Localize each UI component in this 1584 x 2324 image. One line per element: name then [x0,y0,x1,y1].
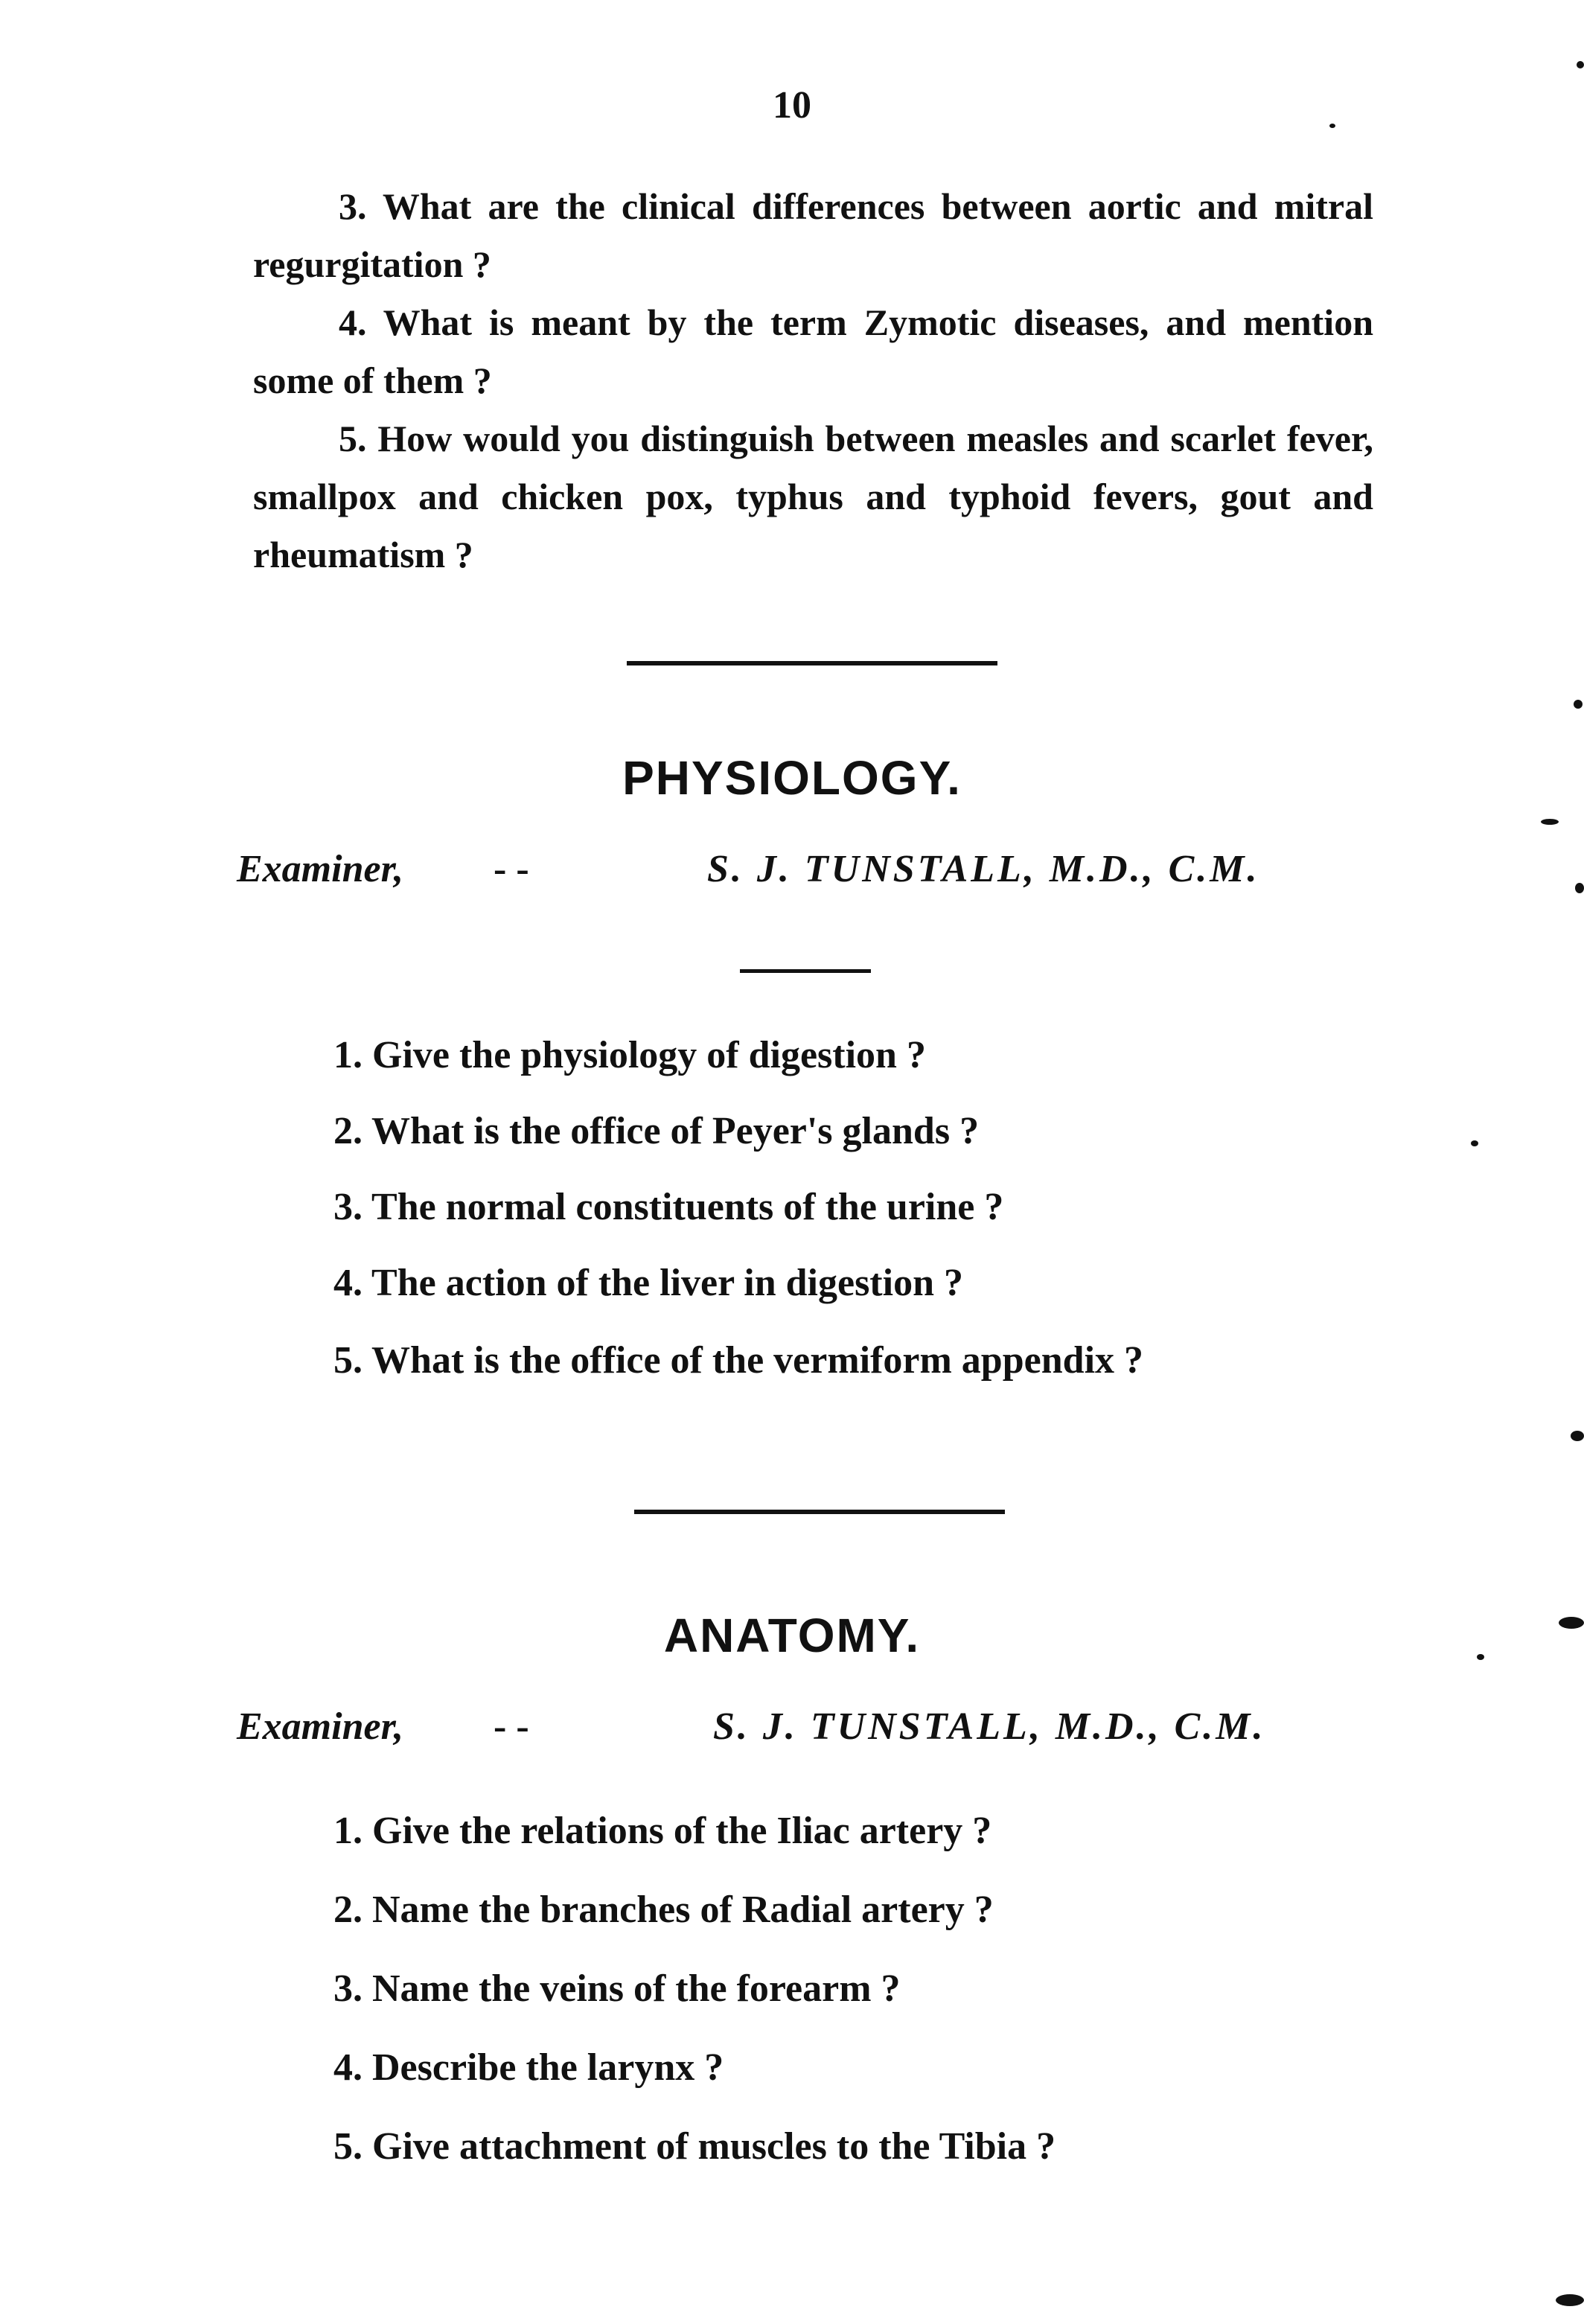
anatomy-heading: ANATOMY. [663,1609,921,1662]
page-number: 10 [773,84,811,127]
physiology-examiner-line [237,847,1383,899]
physiology-heading: PHYSIOLOGY. [622,751,962,805]
scan-speck [1574,700,1583,709]
list-item: 2. Name the branches of Radial artery ? [333,1889,994,1931]
question-paragraph: 3. What are the clinical differences between aortic and mitral regurgitation ? [253,185,1373,285]
examiner-dash-leader: - - [494,1705,529,1748]
scan-speck [1559,1617,1584,1629]
list-item: 5. What is the office of the vermiform appendix ? [333,1339,1144,1382]
scan-speck [1571,1431,1584,1441]
scan-speck [1471,1140,1478,1146]
scan-speck [1575,883,1584,893]
examiner-label: Examiner, [237,1705,403,1748]
scan-speck [1556,2294,1584,2306]
examiner-name: S. J. TUNSTALL, M.D., C.M. [713,1705,1266,1748]
list-item: 5. Give attachment of muscles to the Tibia ? [333,2125,1056,2168]
examiner-dash-leader: - - [494,848,529,890]
list-item: 1. Give the physiology of digestion ? [333,1034,926,1076]
list-item: 3. The normal constituents of the urine ? [333,1186,1004,1228]
scan-speck [1477,1654,1484,1660]
question-paragraph: 5. How would you distinguish between measles and scarlet fever, smallpox and chicken pox, typhus and typhoid fevers, gout and rheumatism ? [253,418,1373,575]
examiner-name: S. J. TUNSTALL, M.D., C.M. [707,848,1260,890]
list-item: 4. Describe the larynx ? [333,2046,724,2089]
continued-questions [253,177,1373,584]
scan-speck [1577,61,1584,68]
examiner-label: Examiner, [237,848,403,890]
list-item: 4. The action of the liver in digestion ? [333,1262,963,1304]
scan-speck [1541,819,1559,825]
scan-speck [1329,124,1335,128]
anatomy-question-list [333,1809,1056,2203]
list-item: 2. What is the office of Peyer's glands ? [333,1110,980,1152]
section-divider [627,661,997,665]
question-paragraph: 4. What is meant by the term Zymotic diseases, and mention some of them ? [253,301,1373,401]
physiology-question-list [333,1033,1143,1414]
short-divider [740,969,871,973]
list-item: 1. Give the relations of the Iliac artery ? [333,1810,992,1852]
anatomy-examiner-line [237,1705,1383,1757]
section-divider [634,1510,1005,1514]
list-item: 3. Name the veins of the forearm ? [333,1967,901,2010]
